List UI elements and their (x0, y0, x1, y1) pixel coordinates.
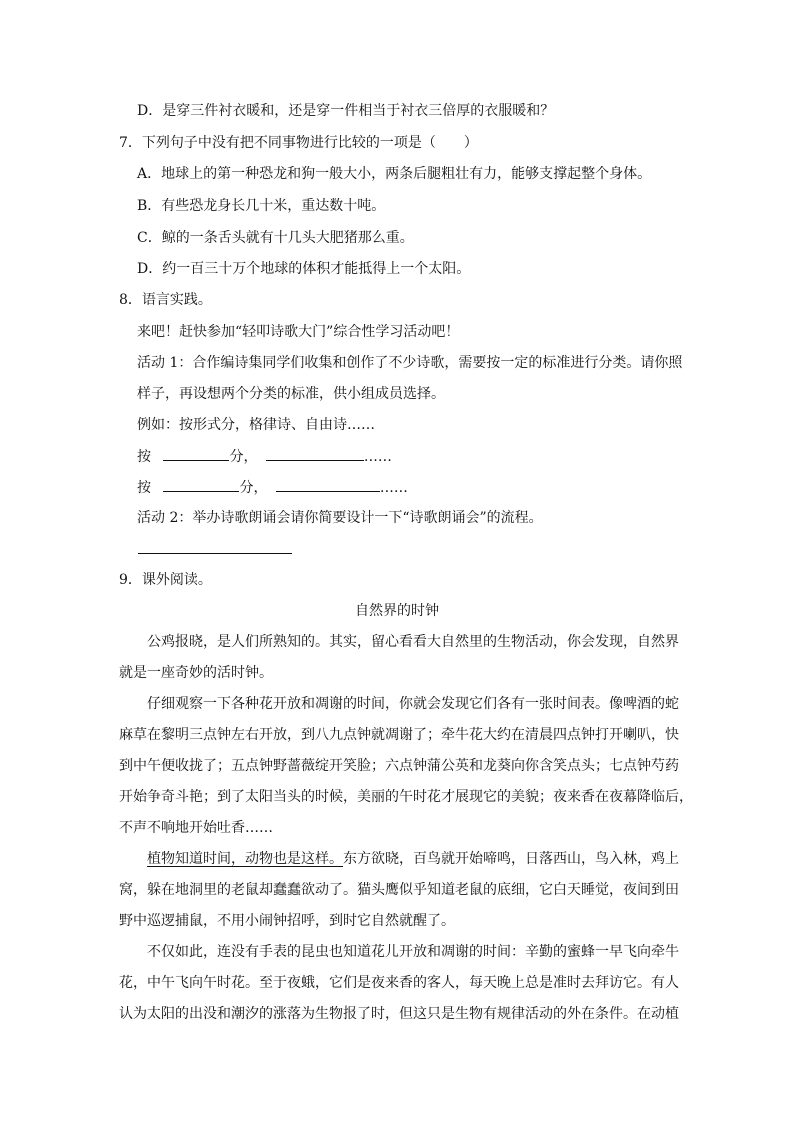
fill-blank-1a[interactable] (163, 446, 229, 461)
q8-fill-row-1 (137, 446, 392, 467)
p3-line2: 窝，躲在地洞里的老鼠却蠢蠢欲动了。猫头鹰似乎知道老鼠的底细，它白天睡觉，夜间到田 (119, 882, 679, 898)
q9-stem: 9．课外阅读。 (119, 572, 212, 588)
q8-example: 例如：按形式分，格律诗、自由诗…… (137, 417, 375, 433)
fill-end: …… (379, 480, 408, 496)
q8-answer-line[interactable] (138, 553, 292, 554)
p2-line4: 开始争奇斗艳；到了太阳当头的时候，美丽的午时花才展现它的美貌；夜来香在夜幕降临后， (119, 789, 693, 805)
p4-line3: 认为太阳的出没和潮汐的涨落为生物报了时，但这只是生物有规律活动的外在条件。在动植 (119, 1006, 679, 1022)
fill-prefix: 按 (137, 449, 151, 465)
q8-stem: 8．语言实践。 (119, 292, 212, 308)
q7-option-d: D．约一百三十万个地球的体积才能抵得上一个太阳。 (137, 261, 471, 277)
p2-line1: 仔细观察一下各种花开放和凋谢的时间，你就会发现它们各有一张时间表。像啤酒的蛇 (147, 696, 679, 712)
p3-line3: 野中巡逻捕鼠，不用小闹钟招呼，到时它自然就醒了。 (119, 913, 455, 929)
fill-mid: 分， (229, 449, 258, 465)
q7-option-b: B．有些恐龙身长几十米，重达数十吨。 (137, 198, 386, 214)
underlined-sentence: 植物知道时间，动物也是这样。 (147, 851, 343, 867)
q7-stem: 7．下列句子中没有把不同事物进行比较的一项是（ ） (119, 135, 478, 151)
fill-blank-2b[interactable] (276, 477, 380, 492)
p4-line1: 不仅如此，连没有手表的昆虫也知道花儿开放和凋谢的时间：辛勤的蜜蜂一早飞向牵牛 (147, 944, 679, 960)
fill-prefix: 按 (137, 480, 151, 496)
q6-option-d: D．是穿三件衬衣暖和，还是穿一件相当于衬衣三倍厚的衣服暖和？ (137, 103, 555, 119)
fill-blank-1b[interactable] (266, 446, 364, 461)
fill-mid: 分， (239, 480, 268, 496)
passage-title: 自然界的时钟 (355, 603, 439, 619)
q7-option-a: A．地球上的第一种恐龙和狗一般大小，两条后腿粗壮有力，能够支撑起整个身体。 (137, 166, 652, 182)
q8-activity2: 活动 2：举办诗歌朗诵会请你简要设计一下“诗歌朗诵会”的流程。 (137, 510, 543, 526)
fill-end: …… (363, 449, 392, 465)
p3-line1 (147, 849, 679, 869)
q8-fill-row-2 (137, 477, 408, 498)
q8-activity1-line1: 活动 1：合作编诗集同学们收集和创作了不少诗歌，需要按一定的标准进行分类。请你照 (137, 355, 683, 371)
p3-line1-rest: 东方欲晓，百鸟就开始啼鸣，日落西山，鸟入林，鸡上 (343, 851, 679, 867)
q7-option-c: C．鲸的一条舌头就有十几头大肥猪那么重。 (137, 230, 414, 246)
p2-line2: 麻草在黎明三点钟左右开放，到八九点钟就凋谢了；牵牛花大约在清晨四点钟打开喇叭，快 (119, 727, 679, 743)
p2-line5: 不声不响地开始吐香…… (119, 820, 273, 836)
p2-line3: 到中午便收拢了；五点钟野蔷薇绽开笑脸；六点钟蒲公英和龙葵向你含笑点头；七点钟芍药 (119, 758, 679, 774)
q8-activity1-line2: 样子，再设想两个分类的标准，供小组成员选择。 (137, 386, 445, 402)
p1-line2: 就是一座奇妙的活时钟。 (119, 665, 273, 681)
q8-intro: 来吧！赶快参加“轻叩诗歌大门”综合性学习活动吧！ (137, 324, 460, 340)
fill-blank-2a[interactable] (163, 477, 239, 492)
p1-line1: 公鸡报晓，是人们所熟知的。其实，留心看看大自然里的生物活动，你会发现，自然界 (147, 634, 679, 650)
p4-line2: 花，中午飞向午时花。至于夜蛾，它们是夜来香的客人，每天晚上总是准时去拜访它。有人 (119, 975, 679, 991)
